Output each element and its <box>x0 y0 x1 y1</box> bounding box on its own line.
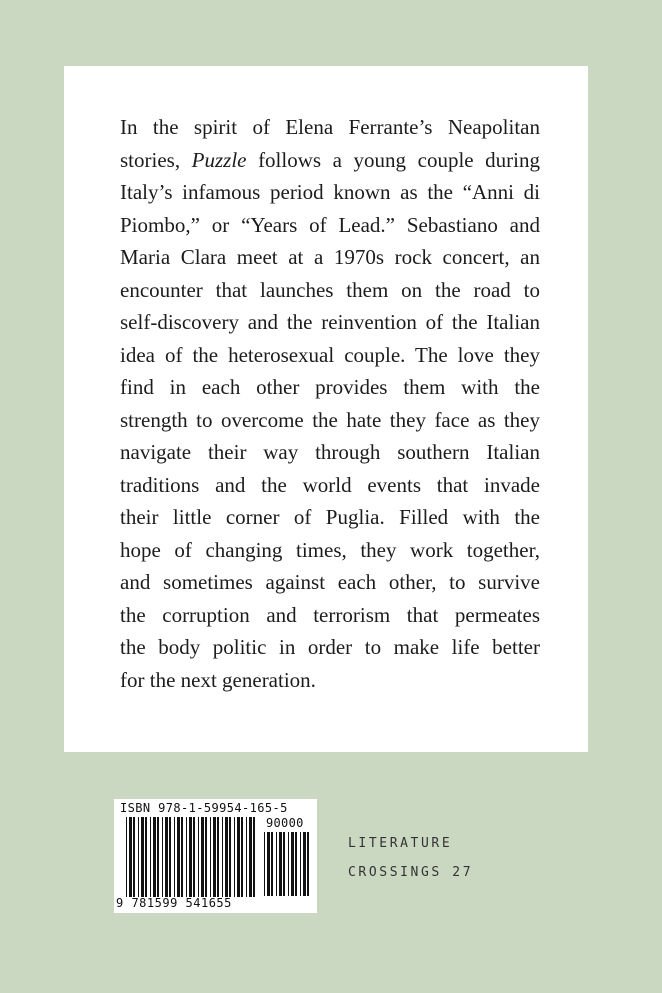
ean-digits: 9 781599 541655 <box>116 896 232 910</box>
barcode-bar <box>205 817 207 897</box>
barcode-bar <box>234 817 235 897</box>
barcode-bar <box>193 817 195 897</box>
barcode-bar <box>249 817 252 897</box>
blurb-panel <box>64 66 588 752</box>
blurb-line: idea of the heterosexual couple. The love they <box>120 342 540 367</box>
blurb-line <box>120 144 540 177</box>
barcode-bar <box>181 817 183 897</box>
barcode-bar <box>291 832 294 896</box>
barcode-bar <box>201 817 204 897</box>
blurb-text <box>120 111 540 696</box>
blurb-line: find in each other provides them with the <box>120 375 540 399</box>
blurb-line: for the next generation. <box>120 667 316 692</box>
barcode-bar <box>307 832 309 896</box>
blurb-line: Maria Clara meet at a 1970s rock concert, an <box>120 245 540 269</box>
barcode-bar <box>162 817 163 897</box>
blurb-line: their little corner of Puglia. Filled with the <box>120 505 540 529</box>
series-imprint <box>348 829 473 887</box>
isbn-barcode <box>114 799 317 913</box>
barcode-bar <box>303 832 306 896</box>
barcode-bar <box>222 817 223 897</box>
barcode-bar <box>210 817 211 897</box>
barcode-bar <box>271 832 273 896</box>
barcode-bar <box>186 817 187 897</box>
barcode-bar <box>225 817 228 897</box>
addon-barcode-bars <box>264 832 310 896</box>
blurb-line: encounter that launches them on the road to <box>120 277 540 302</box>
series-name: LITERATURE <box>348 836 453 851</box>
isbn-number: ISBN 978-1-59954-165-5 <box>120 801 288 815</box>
price-addon-digits: 90000 <box>266 816 304 830</box>
barcode-bar <box>217 817 219 897</box>
barcode-bar <box>246 817 247 897</box>
barcode-bar <box>129 817 132 897</box>
blurb-line: strength to overcome the hate they face as they <box>120 407 540 432</box>
barcode-bar <box>295 832 297 896</box>
barcode-bar <box>213 817 216 897</box>
barcode-bar <box>157 817 159 897</box>
barcode-bar <box>267 832 270 896</box>
barcode-bar <box>198 817 199 897</box>
series-number: CROSSINGS 27 <box>348 865 474 880</box>
barcode-bar <box>229 817 231 897</box>
blurb-line: the body politic in order to make life better <box>120 635 540 659</box>
barcode-bar <box>177 817 180 897</box>
barcode-bar <box>165 817 168 897</box>
barcode-bar <box>288 832 289 896</box>
barcode-bar <box>145 817 147 897</box>
blurb-line: navigate their way through southern Italian <box>120 440 540 464</box>
blurb-line: the corruption and terrorism that permeates <box>120 602 540 627</box>
barcode-bar <box>174 817 175 897</box>
blurb-line: traditions and the world events that invade <box>120 472 540 497</box>
barcode-bar <box>150 817 151 897</box>
barcode-bar <box>126 817 127 897</box>
barcode-bar <box>253 817 255 897</box>
barcode-bar <box>138 817 139 897</box>
barcode-bar <box>189 817 192 897</box>
blurb-line: self-discovery and the reinvention of the Italian <box>120 310 540 334</box>
barcode-bar <box>300 832 301 896</box>
barcode-bar <box>283 832 285 896</box>
blurb-line: In the spirit of Elena Ferrante’s Neapolitan <box>120 115 540 139</box>
barcode-bar <box>237 817 240 897</box>
blurb-line: hope of changing times, they work together, <box>120 537 540 562</box>
barcode-bar <box>241 817 243 897</box>
blurb-line: Italy’s infamous period known as the “Anni di <box>120 180 540 204</box>
barcode-bar <box>276 832 277 896</box>
ean-barcode-bars <box>126 817 260 897</box>
barcode-bar <box>153 817 156 897</box>
barcode-bar <box>279 832 282 896</box>
barcode-bar <box>133 817 135 897</box>
blurb-line: Piombo,” or “Years of Lead.” Sebastiano and <box>120 212 540 237</box>
barcode-bar <box>141 817 144 897</box>
barcode-bar <box>264 832 265 896</box>
barcode-bar <box>169 817 171 897</box>
blurb-line-suffix: follows a young couple during <box>246 147 540 172</box>
blurb-line-prefix: stories, <box>120 147 192 172</box>
blurb-line: and sometimes against each other, to survive <box>120 570 540 594</box>
book-title: Puzzle <box>191 147 247 172</box>
